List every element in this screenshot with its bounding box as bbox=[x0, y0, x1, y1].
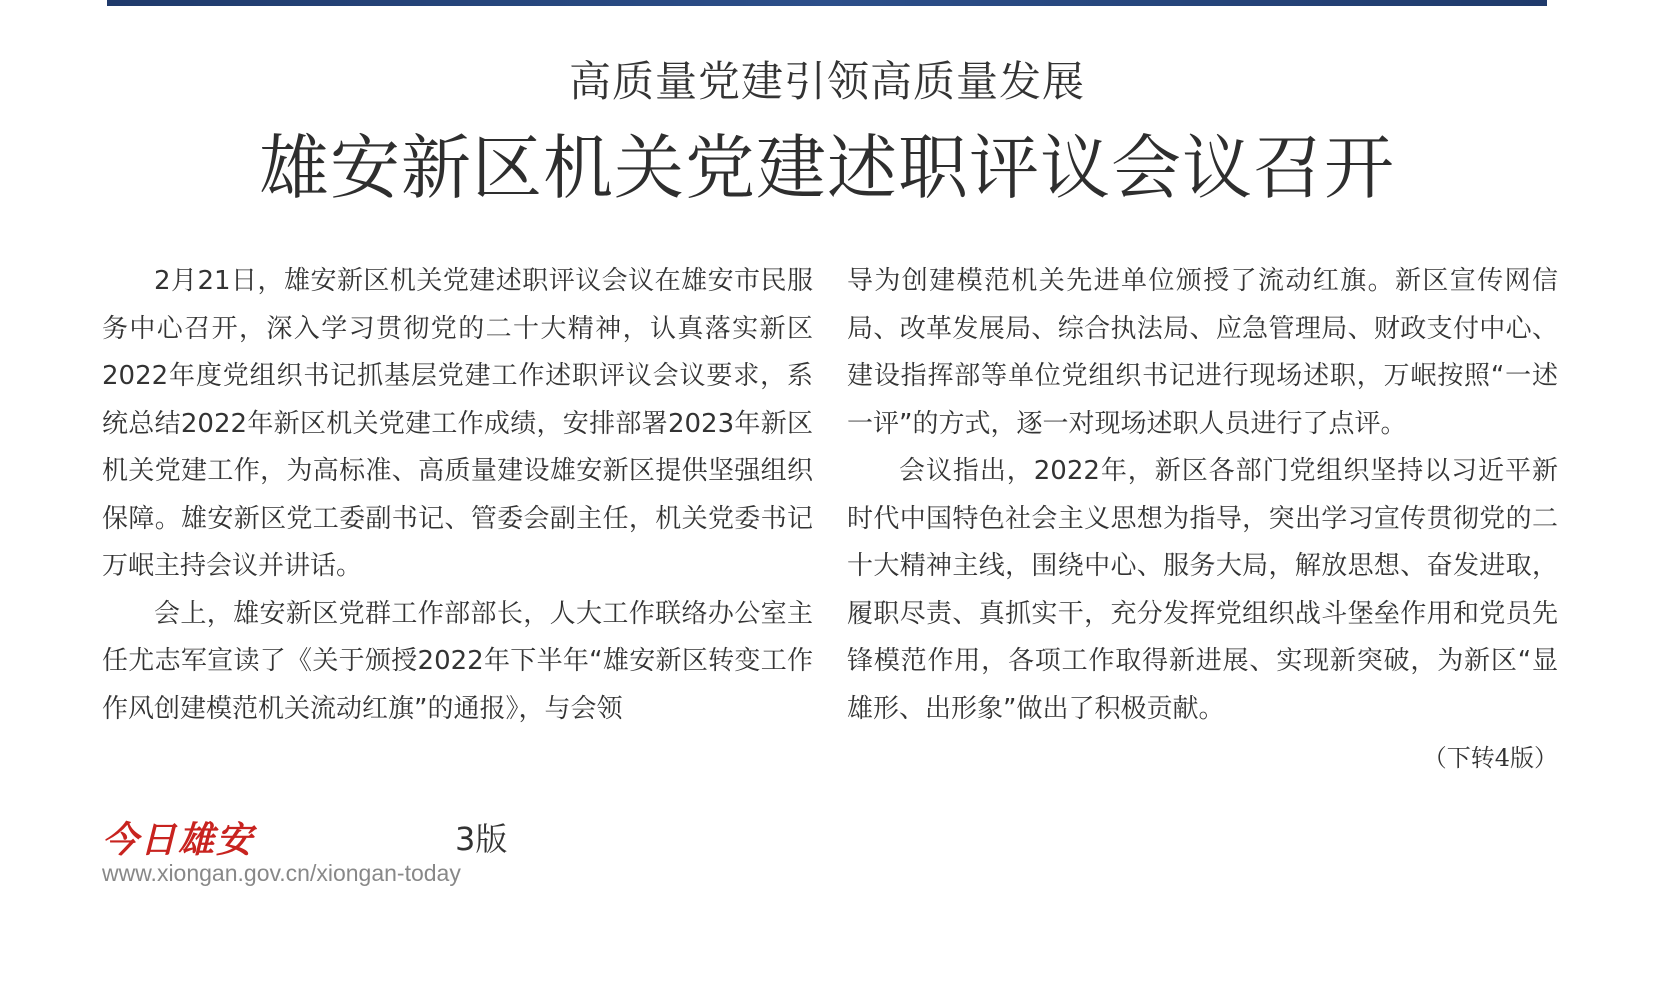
site-url: www.xiongan.gov.cn/xiongan-today bbox=[102, 860, 461, 886]
continued-note: （下转4版） bbox=[1422, 744, 1558, 772]
top-rule bbox=[107, 0, 1547, 6]
article-column-right bbox=[847, 258, 1558, 733]
page-number: 3版 bbox=[455, 820, 508, 858]
article-subtitle: 高质量党建引领高质量发展 bbox=[568, 57, 1085, 106]
article-column-left bbox=[102, 258, 813, 733]
article-paragraph: 会上，雄安新区党群工作部部长，人大工作联络办公室主任尤志军宣读了《关于颁授2022年下半年“雄安新区转变工作作风创建模范机关流动红旗”的通报》，与会领 bbox=[102, 598, 813, 724]
masthead-logo: 今日雄安 bbox=[102, 819, 255, 861]
article-paragraph: 会议指出，2022年，新区各部门党组织坚持以习近平新时代中国特色社会主义思想为指导，突出学习宣传贯彻党的二十大精神主线，围绕中心、服务大局，解放思想、奋发进取，履职尽责、真抓实干，充分发挥党组织战斗堡垒作用和党员先锋模范作用，各项工作取得新进展、实现新突破，为新区“显雄形、出形象”做出了积极贡献。 bbox=[847, 456, 1558, 724]
article-paragraph: 导为创建模范机关先进单位颁授了流动红旗。新区宣传网信局、改革发展局、综合执法局、应急管理局、财政支付中心、建设指挥部等单位党组织书记进行现场述职，万岷按照“一述一评”的方式，逐一对现场述职人员进行了点评。 bbox=[847, 266, 1558, 439]
article-paragraph: 2月21日，雄安新区机关党建述职评议会议在雄安市民服务中心召开，深入学习贯彻党的二十大精神，认真落实新区2022年度党组织书记抓基层党建工作述职评议会议要求，系统总结2022年新区机关党建工作成绩，安排部署2023年新区机关党建工作，为高标准、高质量建设雄安新区提供坚强组织保障。雄安新区党工委副书记、管委会副主任，机关党委书记万岷主持会议并讲话。 bbox=[102, 266, 813, 581]
article-title: 雄安新区机关党建述职评议会议召开 bbox=[259, 127, 1395, 209]
